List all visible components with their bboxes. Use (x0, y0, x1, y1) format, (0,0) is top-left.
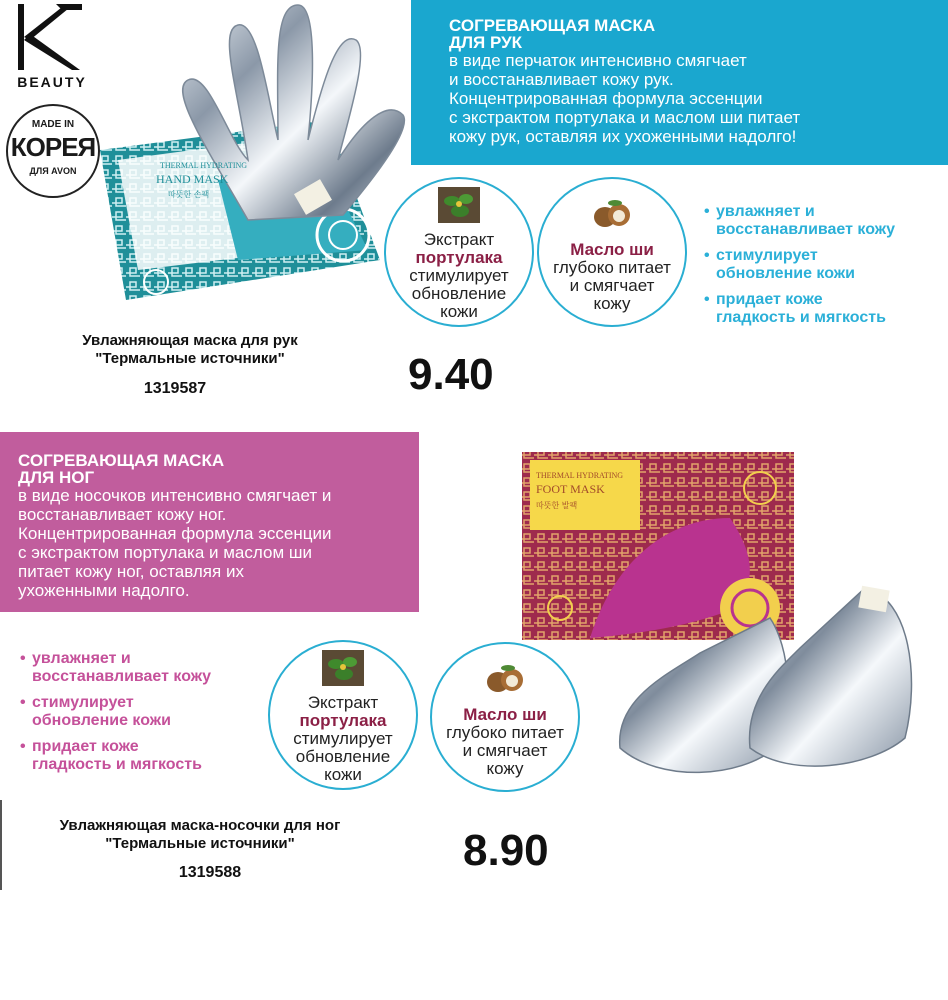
foot-banner-title-1: СОГРЕВАЮЩАЯ МАСКА (18, 451, 225, 470)
shea-nut-icon (591, 197, 633, 233)
foot-pack-label-3: 따뜻한 발팩 (536, 501, 578, 510)
foot-banner-line: в виде носочков интенсивно смягчает и (18, 486, 332, 505)
circle-line: обновление (295, 747, 391, 766)
badge-bottom: ДЛЯ AVON (29, 166, 77, 176)
circle-line: стимулирует (293, 729, 393, 748)
list-item: • увлажняет и восстанавливает кожу (704, 203, 944, 239)
circle-line: кожу (486, 759, 524, 778)
circle-highlight: Масло ши (570, 240, 654, 259)
hand-mask-product-image (98, 0, 410, 305)
foot-pack-label-2: FOOT MASK (536, 482, 605, 496)
hand-mask-banner (411, 0, 948, 165)
hand-price: 9.40 (408, 350, 494, 399)
page-edge-divider (0, 800, 2, 890)
shea-nut-icon (484, 662, 526, 698)
hand-benefits-list (704, 203, 944, 335)
hand-product-code: 1319587 (143, 380, 207, 397)
shea-butter-circle (537, 177, 687, 327)
list-item: • придает коже гладкость и мягкость (20, 738, 270, 774)
circle-line: и смягчает (462, 741, 548, 760)
foot-price: 8.90 (463, 826, 549, 875)
hand-banner-line: с экстрактом портулака и маслом ши питает (449, 108, 801, 127)
circle-line: обновление (411, 284, 507, 303)
purslane-extract-circle (384, 177, 534, 327)
purslane-plant-icon (322, 650, 364, 686)
foot-banner-line: питает кожу ног, оставляя их (18, 562, 244, 581)
hand-pack-label-3: 따뜻한 손팩 (168, 190, 210, 199)
brand-word: BEAUTY (17, 74, 87, 90)
circle-highlight: портулака (415, 248, 503, 267)
badge-top: MADE IN (31, 119, 75, 130)
circle-highlight: Масло ши (463, 705, 547, 724)
hand-banner-title-1: СОГРЕВАЮЩАЯ МАСКА (449, 16, 656, 35)
foot-mask-banner (0, 432, 419, 612)
foot-benefits-list (20, 650, 270, 782)
list-item: • придает коже гладкость и мягкость (704, 291, 944, 327)
foot-product-caption (40, 817, 360, 853)
circle-line: Экстракт (307, 693, 379, 712)
foot-product-code: 1319588 (178, 864, 242, 881)
circle-line: глубоко питает (446, 723, 564, 742)
made-in-korea-badge (6, 104, 100, 198)
caption-line: Увлажняющая маска для рук (82, 332, 298, 349)
circle-line: и смягчает (569, 276, 655, 295)
foot-banner-line: восстанавливает кожу ног. (18, 505, 227, 524)
foot-banner-title-2: ДЛЯ НОГ (18, 468, 95, 487)
hand-banner-line: и восстанавливает кожу рук. (449, 70, 674, 89)
foot-mask-product-image (520, 448, 940, 783)
hand-banner-line: Концентрированная формула эссенции (449, 89, 763, 108)
caption-line: "Термальные источники" (95, 350, 285, 367)
list-item: • увлажняет и восстанавливает кожу (20, 650, 270, 686)
hand-product-caption (40, 332, 340, 368)
circle-highlight: портулака (299, 711, 387, 730)
circle-line: Экстракт (423, 230, 495, 249)
list-item: • стимулирует обновление кожи (20, 694, 270, 730)
circle-line: кожи (324, 765, 362, 784)
foot-banner-line: ухоженными надолго. (18, 581, 190, 600)
purslane-plant-icon (438, 187, 480, 223)
hand-pack-label-1: THERMAL HYDRATING (160, 161, 248, 170)
purslane-extract-circle (268, 640, 418, 790)
circle-line: глубоко питает (553, 258, 671, 277)
shea-butter-circle (430, 642, 580, 792)
caption-line: Увлажняющая маска-носочки для ног (59, 817, 341, 834)
hand-banner-line: кожу рук, оставляя их ухоженными надолго! (449, 127, 797, 146)
hand-banner-title-2: ДЛЯ РУК (449, 33, 523, 52)
foot-pack-label-1: THERMAL HYDRATING (536, 471, 624, 480)
circle-line: кожу (593, 294, 631, 313)
circle-line: стимулирует (409, 266, 509, 285)
circle-line: кожи (440, 302, 478, 321)
k-beauty-logo-icon (16, 4, 84, 70)
foot-banner-line: Концентрированная формула эссенции (18, 524, 332, 543)
hand-banner-line: в виде перчаток интенсивно смягчает (449, 51, 747, 70)
badge-main: КОРЕЯ (10, 132, 96, 162)
caption-line: "Термальные источники" (105, 835, 295, 852)
hand-pack-label-2: HAND MASK (156, 172, 229, 186)
foot-banner-line: с экстрактом портулака и маслом ши (18, 543, 312, 562)
list-item: • стимулирует обновление кожи (704, 247, 944, 283)
